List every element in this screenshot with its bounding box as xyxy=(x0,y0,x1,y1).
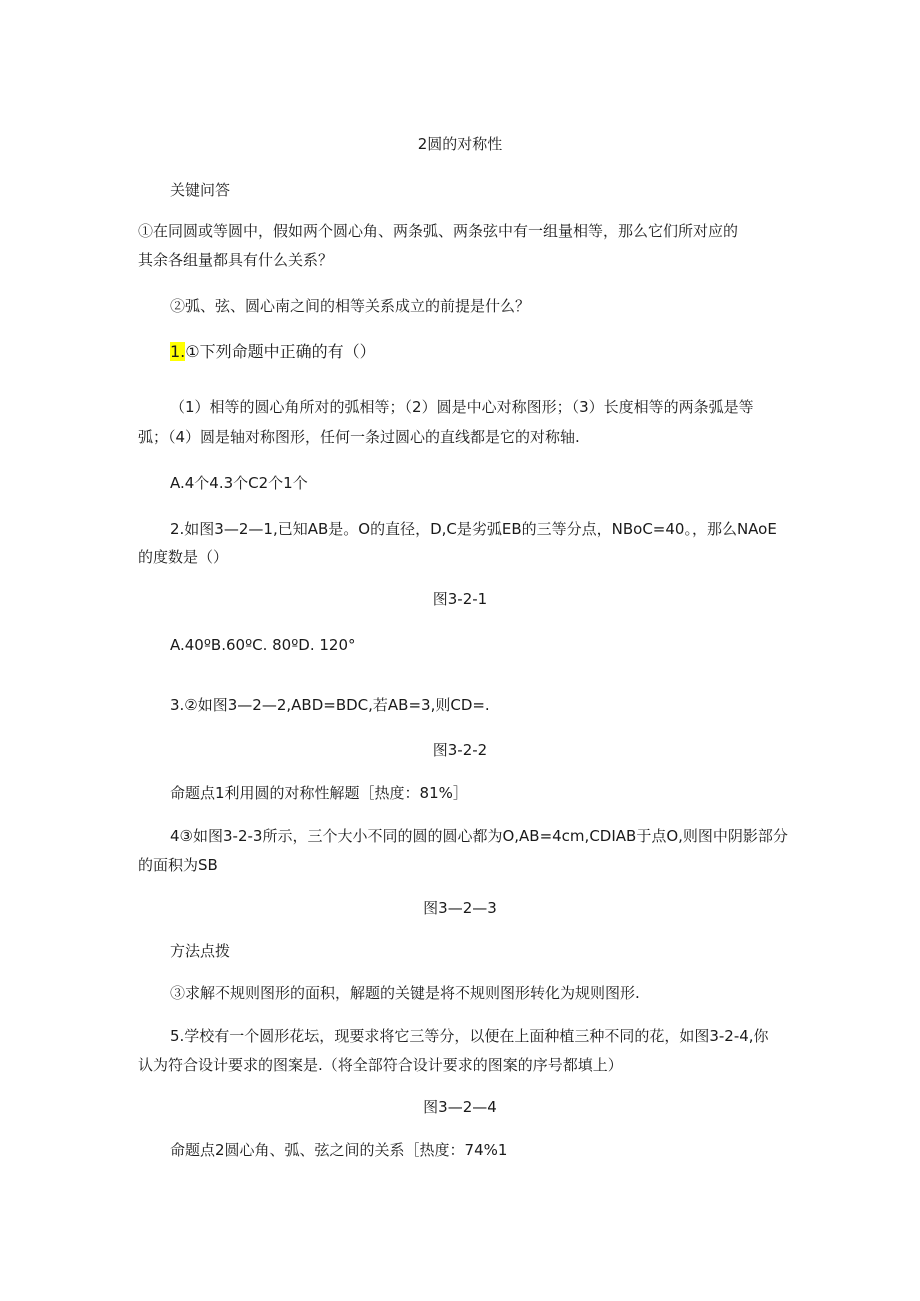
question-1-line-1: ①在同圆或等圆中，假如两个圆心角、两条弧、两条弦中有一组量相等，那么它们所对应的 xyxy=(138,222,739,240)
problem-1-number: 1. xyxy=(170,342,186,361)
question-1-line-2: 其余各组量都具有什么关系？ xyxy=(138,251,334,269)
problem-2-line-2: 的度数是（） xyxy=(138,548,229,566)
problem-1-text: ①下列命题中正确的有（） xyxy=(185,342,376,361)
proposition-point-1: 命题点1利用圆的对称性解题［热度：81%］ xyxy=(170,784,468,802)
section-method-tips: 方法点拨 xyxy=(170,942,231,960)
problem-1-statements-line-2: 弧；（4）圆是轴对称图形，任何一条过圆心的直线都是它的对称轴. xyxy=(138,428,580,446)
page-title: 2圆的对称性 xyxy=(417,135,503,153)
problem-4-line-1: 4③如图3-2-3所示，三个大小不同的圆的圆心都为O,AB=4cm,CDIAB于点O,则图中阴影部分 xyxy=(170,827,788,845)
question-2: ②弧、弦、圆心南之间的相等关系成立的前提是什么？ xyxy=(170,297,531,315)
problem-2-line-1: 2.如图3—2—1,已知AB是。O的直径，D,C是劣弧EB的三等分点，NBoC=40。，那么NAoE xyxy=(170,520,777,538)
problem-1-statements-line-1: （1）相等的圆心角所对的弧相等；（2）圆是中心对称图形；（3）长度相等的两条弧是等 xyxy=(170,398,754,416)
proposition-point-2: 命题点2圆心角、弧、弦之间的关系［热度：74%1 xyxy=(170,1141,508,1159)
figure-3-2-2-caption: 图3-2-2 xyxy=(432,741,488,759)
problem-5-line-2: 认为符合设计要求的图案是.（将全部符合设计要求的图案的序号都填上） xyxy=(138,1056,623,1074)
section-key-questions: 关键问答 xyxy=(170,181,231,199)
figure-3-2-4-caption: 图3—2—4 xyxy=(423,1098,497,1116)
problem-1-options: A.4个4.3个C2个1个 xyxy=(170,474,308,492)
figure-3-2-1-caption: 图3-2-1 xyxy=(432,590,488,608)
method-tip: ③求解不规则图形的面积，解题的关键是将不规则图形转化为规则图形. xyxy=(170,984,640,1002)
figure-3-2-3-caption: 图3—2—3 xyxy=(423,899,497,917)
problem-4-line-2: 的面积为SB xyxy=(138,856,218,874)
problem-2-options: A.40ºB.60ºC. 80ºD. 120° xyxy=(170,636,356,654)
problem-1-stem xyxy=(170,342,376,362)
problem-3: 3.②如图3—2—2,ABD=BDC,若AB=3,则CD=. xyxy=(170,696,490,714)
problem-5-line-1: 5.学校有一个圆形花坛，现要求将它三等分，以便在上面种植三种不同的花，如图3-2-4,你 xyxy=(170,1027,769,1045)
